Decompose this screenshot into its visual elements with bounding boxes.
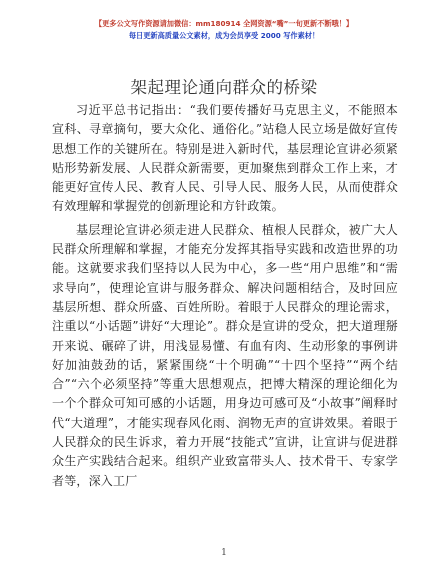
page-number: 1 (221, 548, 227, 558)
document-title: 架起理论通向群众的桥梁 (130, 78, 318, 97)
header-banner (0, 18, 448, 42)
banner-line-1: 【更多公文写作资源请加微信：mm180914 全网资源“嘴”一旬更新不断哦！】 (94, 19, 354, 28)
banner-line-2: 每日更新高质量公文素材，成为会员享受 2000 写作素材！ (128, 31, 320, 40)
paragraph-1: 习近平总书记指出：“我们要传播好马克思主义，不能照本宣科、寻章摘句，要大众化、通俗化。”站稳人民立场是做好宣传思想工作的关键所在。特别是进入新时代，基层理论宣讲必须紧贴形势新发展、人民群众新需要，更加聚焦到群众工作上来，才能更好宣传人民、教育人民、引导人民、服务人民，从而使群众有效理解和掌握党的创新理论和方针政策。 (52, 103, 398, 214)
paragraph-2: 基层理论宣讲必须走进人民群众、植根人民群众，被广大人民群众所理解和掌握，才能充分发挥其指导实践和改造世界的功能。这就要求我们坚持以人民为中心，多一些“用户思维”和“需求导向”，使理论宣讲与服务群众、解决问题相结合，及时回应基层所想、群众所盛、百姓所盼。着眼于人民群众的理论需求，注重以“小话题”讲好“大理论”。群众是宣讲的受众，把大道理掰开来说、碾碎了讲，用浅显易懂、有血有肉、生动形象的事例讲好加油鼓劲的话，紧紧围绕“十个明确”“十四个坚持”“两个结合”“六个必须坚持”等重大思想观点，把博大精深的理论细化为一个个群众可知可感的小话题，用身边可感可及“小故事”阐释时代“大道理”，才能实现春风化雨、润物无声的宣讲效果。着眼于人民群众的民生诉求，着力开展“技能式”宣讲，让宣讲与促进群众生产实践结合起来。组织产业致富带头人、技术骨干、专家学者等，深入工厂 (52, 222, 398, 488)
document-body (52, 101, 398, 495)
